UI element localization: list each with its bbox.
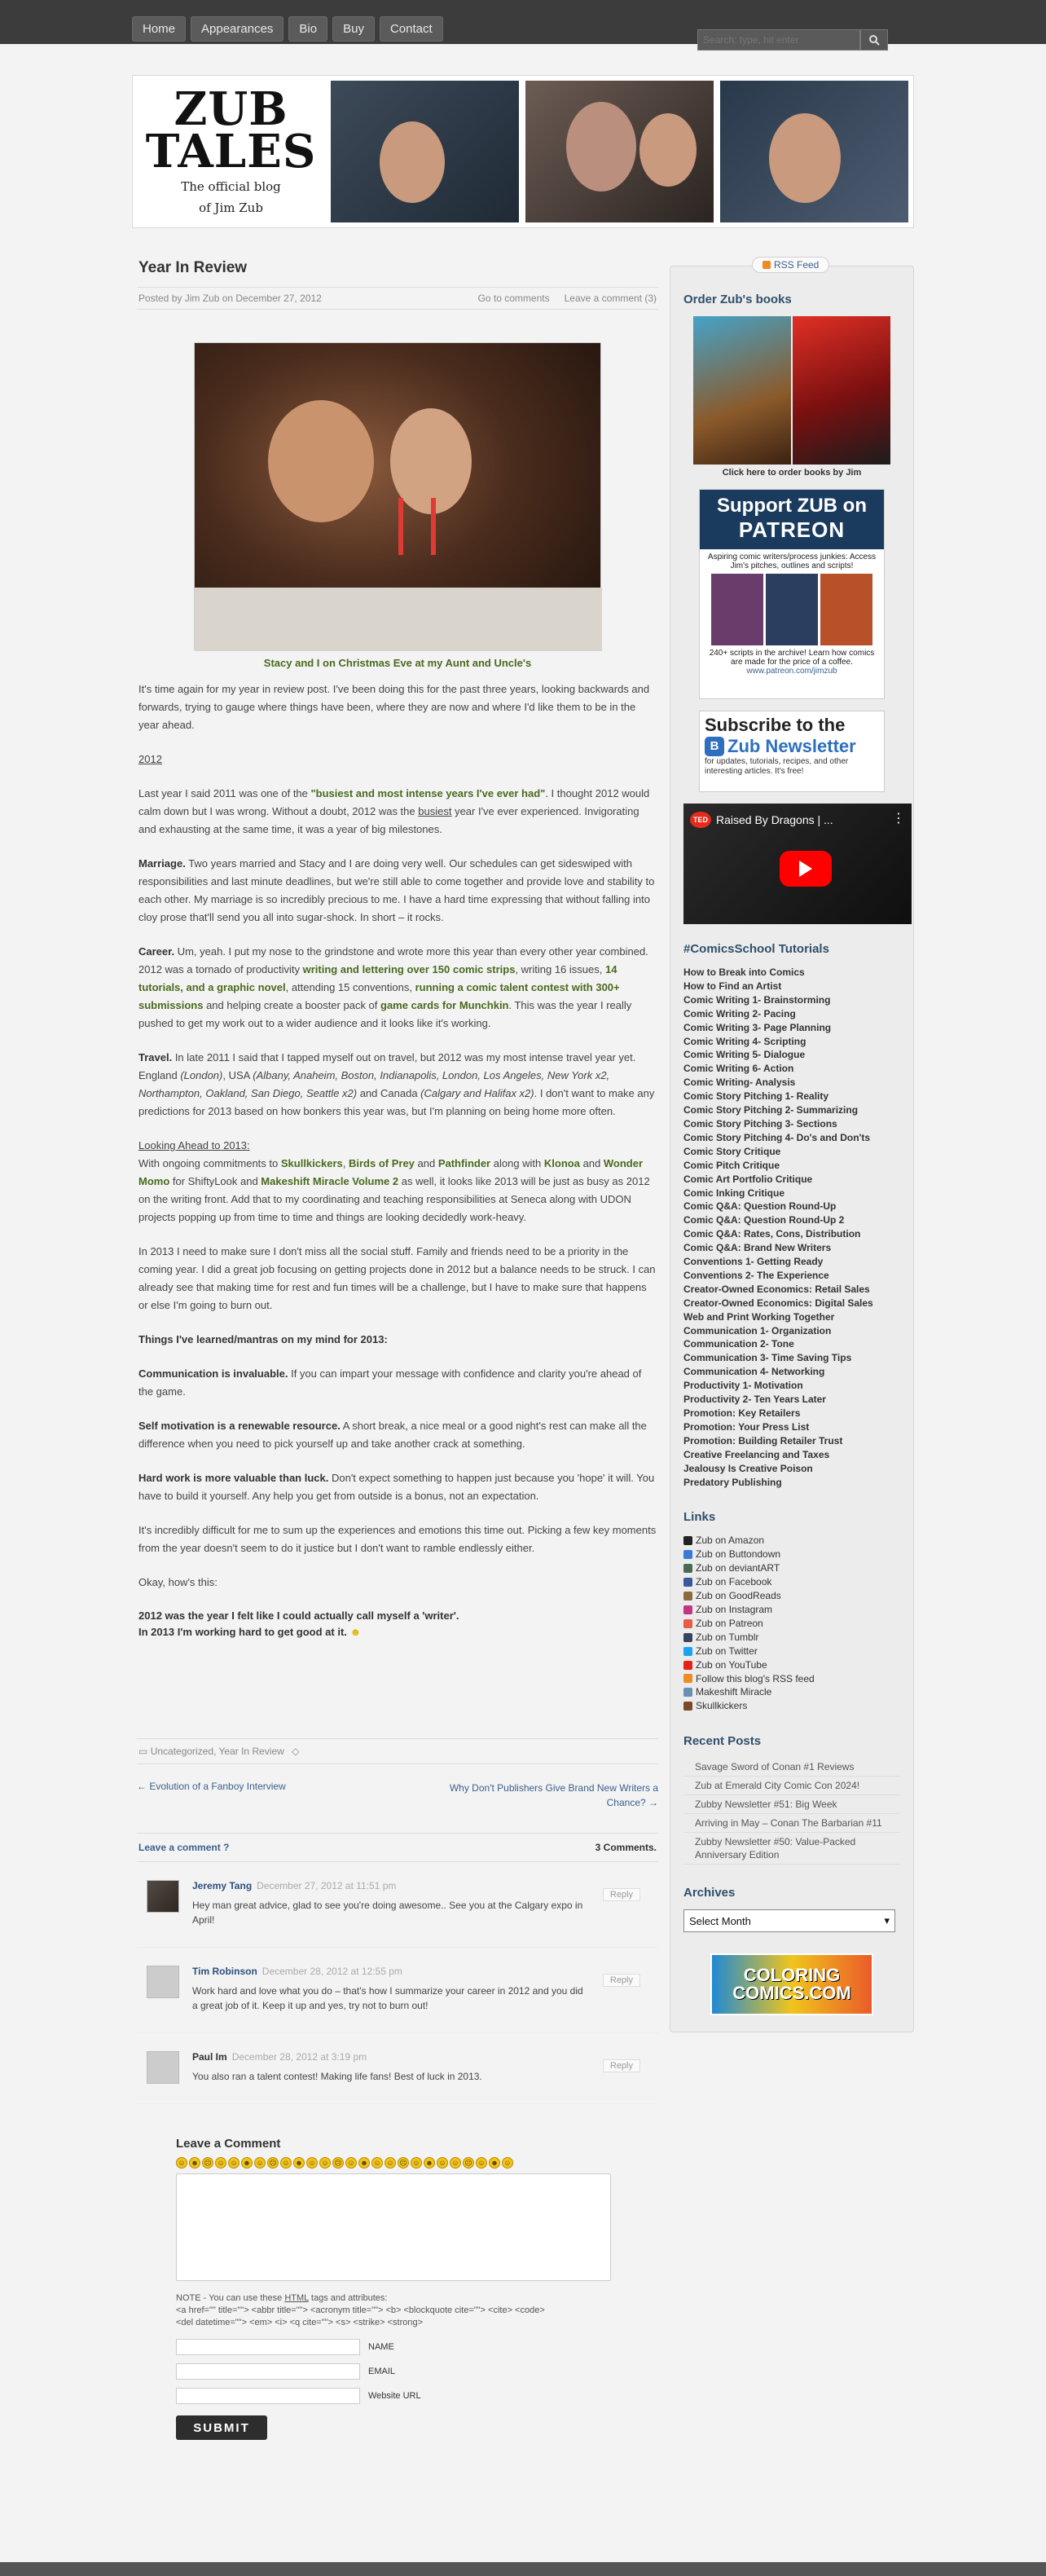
tutorial-link[interactable]: Promotion: Key Retailers	[683, 1407, 801, 1419]
tutorial-link[interactable]: Comic Q&A: Brand New Writers	[683, 1242, 832, 1254]
tutorial-link[interactable]: Communication 2- Tone	[683, 1338, 794, 1350]
smiley-icon[interactable]: ☺	[176, 2157, 187, 2169]
name-label: NAME	[368, 2342, 394, 2352]
smilies-row	[176, 2157, 658, 2169]
recent-posts-title: Recent Posts	[683, 1734, 762, 1749]
wonder-momo-link[interactable]: Wonder Momo	[138, 1157, 644, 1187]
buttondown-icon	[683, 1550, 692, 1559]
tutorial-link[interactable]: Productivity 2- Ten Years Later	[683, 1394, 826, 1406]
comment-date[interactable]: December 27, 2012 at 11:51 pm	[257, 1880, 397, 1891]
video-title[interactable]: Raised By Dragons | ...	[716, 813, 833, 826]
comment-textarea[interactable]	[176, 2173, 611, 2281]
smiley-icon[interactable]: ☻	[189, 2157, 200, 2169]
avatar	[147, 2051, 179, 2084]
link-item[interactable]: Follow this blog's RSS feed	[683, 1672, 900, 1686]
tutorial-link[interactable]: Jealousy Is Creative Poison	[683, 1462, 813, 1474]
link-item[interactable]: Zub on GoodReads	[683, 1589, 900, 1603]
smiley-icon[interactable]: ☺	[280, 2157, 292, 2169]
smiley-icon[interactable]: ☻	[424, 2157, 435, 2169]
logo-title-1: ZUB	[174, 82, 288, 136]
tutorial-link[interactable]: How to Break into Comics	[683, 967, 805, 978]
comment-item	[137, 1948, 658, 2033]
avatar	[147, 1966, 179, 1998]
tutorials-title: #ComicsSchool Tutorials	[683, 942, 829, 956]
post-categories: ▭ Uncategorized, Year In Review ◇	[137, 1738, 658, 1764]
tutorial-link[interactable]: Conventions 2- The Experience	[683, 1269, 829, 1281]
patreon-banner[interactable]: Support ZUB on PATREON Aspiring comic writers/process junkies: Access Jim's pitches, outlines and scripts! 240+ scripts in the archive! Learn how comics are made for the price of a coffee. www.patreon.com/jimzub	[699, 489, 885, 699]
para-social: In 2013 I need to make sure I don't miss all the social stuff. Family and friends need to be a priority in the coming year. I did a great job focusing on getting projects done in 2012 but a balance needs to be struck. I can already see that making time for rest and fun times will be a challenge, but I have to make sure that happens or else I'm going to burn out.	[138, 1245, 656, 1311]
nav-bio[interactable]: Bio	[288, 16, 327, 42]
smiley-icon[interactable]: ☺	[385, 2157, 396, 2169]
smiley-icon[interactable]: ☺	[228, 2157, 240, 2169]
amazon-icon	[683, 1536, 692, 1545]
logo-title-2: TALES	[145, 125, 317, 178]
tutorials-list	[683, 966, 900, 1489]
smiley-icon[interactable]: ☹	[332, 2157, 344, 2169]
smile-icon: ☻	[349, 1626, 362, 1638]
header-photo-2	[525, 81, 714, 222]
comment-item	[137, 1862, 658, 1948]
search-input[interactable]	[697, 29, 860, 51]
smiley-icon[interactable]: ☹	[398, 2157, 409, 2169]
rss-feed-tab[interactable]: RSS Feed	[752, 257, 829, 273]
order-books-caption[interactable]: Click here to order books by Jim	[722, 468, 862, 478]
smiley-icon[interactable]: ☻	[293, 2157, 305, 2169]
leave-comment-anchor[interactable]: Leave a comment ?	[138, 1842, 230, 1853]
tutorial-link[interactable]: Comic Writing 1- Brainstorming	[683, 993, 831, 1006]
youtube-icon	[683, 1661, 692, 1670]
para-career: Career. Um, yeah. I put my nose to the grindstone and wrote more this year than every other year combined. 2012 was a tornado of productivity writing and lettering over 150 comic strips, writing 16 issues, 14 tutorials, and a graphic novel, attending 15 conventions, running a comic talent contest with 300+ submissions and helping create a booster pack of game cards for Munchkin. This was the year I really pushed to get my work out to a wider audience and it looks like it's working.	[138, 945, 648, 1029]
patreon-icon	[683, 1619, 692, 1628]
smiley-icon[interactable]: ☺	[306, 2157, 318, 2169]
photo-caption: Stacy and I on Christmas Eve at my Aunt and Uncle's	[263, 657, 532, 669]
post-meta	[137, 287, 658, 310]
smiley-icon[interactable]: ☺	[319, 2157, 331, 2169]
smiley-icon[interactable]: ☹	[202, 2157, 213, 2169]
para-final: 2012 was the year I felt like I could actually call myself a 'writer'. In 2013 I'm working hard to get good at it. ☻	[138, 1609, 459, 1638]
comments-header	[137, 1833, 658, 1862]
links-list	[683, 1534, 900, 1713]
footer-bar	[0, 2562, 1046, 2576]
tutorial-link[interactable]: Comic Writing 2- Pacing	[683, 1007, 796, 1019]
recent-post-link[interactable]: Arriving in May – Conan The Barbarian #11	[683, 1814, 900, 1833]
comic-strips-link[interactable]: writing and lettering over 150 comic strips	[302, 963, 516, 975]
link-item[interactable]: Zub on Facebook	[683, 1575, 900, 1589]
next-post-link[interactable]: Why Don't Publishers Give Brand New Writers a Chance? →	[449, 1782, 658, 1808]
talent-contest-link[interactable]: running a comic talent contest with 300+ submissions	[138, 981, 620, 1011]
tutorial-link[interactable]: Conventions 1- Getting Ready	[683, 1256, 824, 1268]
goodreads-icon	[683, 1592, 692, 1601]
prev-post-link[interactable]: ← Evolution of a Fanboy Interview	[137, 1781, 286, 1792]
para-marriage: Marriage. Two years married and Stacy and I are doing very well. Our schedules can get sideswiped with responsibilities and last minute deadlines, but we're still able to come together and provide love and stability to each other. My marriage is so incredibly precious to me. I have a hard time expressing that without falling into cloy prose that'll send you all into sugar-shock. In short – it rocks.	[138, 857, 655, 923]
busiest-year-link[interactable]: "busiest and most intense years I've ever had"	[310, 787, 546, 799]
munchkin-link[interactable]: game cards for Munchkin	[380, 999, 509, 1011]
para-okay: Okay, how's this:	[138, 1576, 218, 1588]
tutorial-link[interactable]: Communication 3- Time Saving Tips	[683, 1352, 852, 1364]
comments-count: 3 Comments.	[595, 1842, 657, 1853]
coloring-comics-banner[interactable]: COLORING COMICS.COM	[710, 1953, 873, 2015]
tutorial-link[interactable]: Comic Writing 3- Page Planning	[683, 1021, 832, 1033]
tutorial-link[interactable]: Comic Q&A: Question Round-Up	[683, 1200, 837, 1213]
para-2012: Last year I said 2011 was one of the "busiest and most intense years I've ever had". I thought 2012 would calm down but I was wrong. Without a doubt, 2012 was the busiest year I've ever experienced. Invigorating and exhausting at the same time, it was a year of big milestones.	[138, 787, 650, 835]
more-options-icon[interactable]: ⋮	[892, 812, 905, 826]
smiley-icon[interactable]: ☹	[267, 2157, 279, 2169]
smiley-icon[interactable]: ☺	[371, 2157, 383, 2169]
comment-date[interactable]: December 28, 2012 at 12:55 pm	[262, 1966, 402, 1977]
avatar	[147, 1880, 179, 1913]
makeshift-miracle-link[interactable]: Makeshift Miracle Volume 2	[261, 1175, 399, 1187]
smiley-icon[interactable]: ☺	[345, 2157, 357, 2169]
comment-author: Paul Im	[192, 2051, 227, 2063]
smiley-icon[interactable]: ☺	[450, 2157, 461, 2169]
tutorial-link[interactable]: Productivity 1- Motivation	[683, 1380, 803, 1392]
twitter-icon	[683, 1647, 692, 1656]
link-item[interactable]: Zub on Amazon	[683, 1534, 900, 1548]
para-looking-ahead: Looking Ahead to 2013: With ongoing commitments to Skullkickers, Birds of Prey and Pathfinder along with Klonoa and Wonder Momo for ShiftyLook and Makeshift Miracle Volume 2 as well, it looks like 2013 will be just as busy as 2012 on the writing front. Add that to my coordinating and teaching responsibilities at Seneca along with UDON projects popping up from time to time and things are looking decidedly work-heavy.	[138, 1139, 650, 1223]
comment-item	[137, 2033, 658, 2104]
tutorial-link[interactable]: Creator-Owned Economics: Digital Sales	[683, 1297, 873, 1309]
tumblr-icon	[683, 1633, 692, 1642]
header-photo-1	[331, 81, 519, 222]
reply-button[interactable]: Reply	[603, 1888, 640, 1901]
search-icon	[868, 34, 880, 46]
logo-subtitle-2: of Jim Zub	[199, 200, 263, 215]
tutorial-link[interactable]: Comic Story Pitching 2- Summarizing	[683, 1104, 859, 1116]
website-label: Website URL	[368, 2391, 421, 2401]
comment-form-title: Leave a Comment	[176, 2137, 281, 2151]
newsletter-icon: B	[705, 737, 724, 756]
smiley-icon[interactable]: ☺	[437, 2157, 448, 2169]
klonoa-link[interactable]: Klonoa	[543, 1157, 580, 1169]
comment-author[interactable]: Tim Robinson	[192, 1966, 257, 1977]
book-cover-stranger-things[interactable]	[793, 316, 890, 465]
goto-comments-link[interactable]: Go to comments	[477, 293, 550, 304]
email-label: EMAIL	[368, 2367, 396, 2376]
smiley-icon[interactable]: ☹	[463, 2157, 474, 2169]
comment-text: You also ran a talent contest! Making life fans! Best of luck in 2013.	[192, 2071, 482, 2082]
mantra-hard-work: Hard work is more valuable than luck. Don't expect something to happen just because you 'hope' it will. You have to build it yourself. Any help you get from outside is a bonus, not an expectation.	[138, 1472, 655, 1502]
instagram-icon	[683, 1605, 692, 1614]
link-item[interactable]: Skullkickers	[683, 1699, 900, 1713]
birds-of-prey-link[interactable]: Birds of Prey	[348, 1157, 415, 1169]
tutorial-link[interactable]: Comic Q&A: Question Round-Up 2	[683, 1214, 845, 1226]
header-photo-3	[720, 81, 908, 222]
chevron-down-icon: ▾	[884, 1914, 890, 1927]
tutorial-link[interactable]: Comic Writing 4- Scripting	[683, 1035, 806, 1047]
link-item[interactable]: Zub on deviantART	[683, 1561, 900, 1575]
comment-text: Work hard and love what you do – that's how I summarize your career in 2012 and you did a great job of it. Keep it up and yes, try not to burn out!	[192, 1985, 583, 2011]
tag-icon: ◇	[292, 1746, 300, 1757]
rss-icon	[683, 1674, 692, 1683]
tutorial-link[interactable]: Comic Story Pitching 3- Sections	[683, 1117, 837, 1129]
section-2012: 2012	[138, 753, 162, 765]
tutorial-link[interactable]: Comic Writing 6- Action	[683, 1063, 794, 1075]
post-intro: It's time again for my year in review post. I've been doing this for the past three years, looking backwards and forwards, trying to gauge where things have been, where they are now and where I'd like them to be in the year ahead.	[138, 683, 650, 731]
pathfinder-link[interactable]: Pathfinder	[437, 1157, 491, 1169]
skullkickers-link[interactable]: Skullkickers	[280, 1157, 343, 1169]
post-byline: Posted by Jim Zub on December 27, 2012	[138, 293, 322, 304]
comment-text: Hey man great advice, glad to see you're doing awesome.. See you at the Calgary expo in April!	[192, 1900, 583, 1926]
tutorial-link[interactable]: Promotion: Your Press List	[683, 1420, 810, 1433]
ted-logo-icon: TED	[690, 812, 711, 828]
reply-button[interactable]: Reply	[603, 2059, 640, 2072]
nav-buy[interactable]: Buy	[332, 16, 375, 42]
top-bar	[0, 0, 1046, 44]
mantra-motivation: Self motivation is a renewable resource. A short break, a nice meal or a good night's rest can make all the difference when you need to pick yourself up and take another crack at something.	[138, 1420, 647, 1450]
facebook-icon	[683, 1578, 692, 1587]
tutorial-link[interactable]: Comic Inking Critique	[683, 1187, 785, 1199]
tutorial-link[interactable]: Comic Story Pitching 1- Reality	[683, 1090, 829, 1103]
skullkickers-icon	[683, 1702, 692, 1711]
recent-post-link[interactable]: Zubby Newsletter #50: Value-Packed Anniversary Edition	[683, 1833, 900, 1865]
post-photo	[194, 342, 601, 650]
allowed-tags-note: NOTE - You can use these HTML tags and attributes: <a href="" title=""> <abbr title=""> <acronym title=""> <b> <blockquote cite=""> <cite> <code> <del datetime=""> <em> <i> <q cite=""> <s> <strike> <strong>	[176, 2293, 545, 2327]
order-books-title: Order Zub's books	[683, 293, 792, 306]
smiley-icon[interactable]: ☺	[476, 2157, 487, 2169]
nav-appearances[interactable]: Appearances	[191, 16, 283, 42]
link-item[interactable]: Zub on Instagram	[683, 1603, 900, 1617]
newsletter-banner[interactable]: Subscribe to the B Zub Newsletter for updates, tutorials, recipes, and other interesting articles. It's free!	[699, 711, 885, 792]
mantra-communication: Communication is invaluable. If you can impart your message with confidence and clarity you're ahead of the game.	[138, 1367, 642, 1398]
recent-post-link[interactable]: Zubby Newsletter #51: Big Week	[683, 1795, 900, 1814]
smiley-icon[interactable]: ☺	[254, 2157, 266, 2169]
archives-title: Archives	[683, 1886, 736, 1900]
site-logo[interactable]	[138, 81, 324, 222]
search-box	[697, 29, 888, 51]
post-title[interactable]: Year In Review	[138, 259, 248, 276]
link-item[interactable]: Zub on Buttondown	[683, 1548, 900, 1561]
tutorial-link[interactable]: Web and Print Working Together	[683, 1310, 835, 1323]
link-item[interactable]: Makeshift Miracle	[683, 1685, 900, 1699]
recent-post-link[interactable]: Zub at Emerald City Comic Con 2024!	[683, 1777, 900, 1795]
mantras-heading: Things I've learned/mantras on my mind for 2013:	[138, 1333, 388, 1345]
smiley-icon[interactable]: ☺	[502, 2157, 513, 2169]
makeshift-miracle-icon	[683, 1688, 692, 1697]
para-travel: Travel. In late 2011 I said that I tapped myself out on travel, but 2012 was my most intense travel year yet. England (London), USA (Albany, Anaheim, Boston, Indianapolis, London, Los Angeles, New York x2, Northampton, Oakland, San Diego, Seattle x2) and Canada (Calgary and Halifax x2). I don't want to make any predictions for 2013 based on how bonkers this year was, but I'm planning on being home more often.	[138, 1051, 655, 1117]
tutorial-link[interactable]: Communication 4- Networking	[683, 1366, 825, 1378]
recent-post-link[interactable]: Savage Sword of Conan #1 Reviews	[683, 1758, 900, 1777]
smiley-icon[interactable]: ☺	[215, 2157, 226, 2169]
reply-button[interactable]: Reply	[603, 1974, 640, 1987]
recent-posts-list	[683, 1758, 900, 1865]
tutorial-link[interactable]: Comic Art Portfolio Critique	[683, 1173, 813, 1185]
nav-home[interactable]: Home	[132, 16, 186, 42]
logo-subtitle-1: The official blog	[181, 179, 281, 194]
link-item[interactable]: Zub on Tumblr	[683, 1631, 900, 1645]
book-cover-rick-and-morty[interactable]	[693, 316, 791, 465]
main-content	[137, 244, 658, 2440]
ted-video-embed[interactable]	[683, 804, 912, 924]
tutorial-link[interactable]: Predatory Publishing	[683, 1476, 782, 1488]
tutorial-link[interactable]: Creative Freelancing and Taxes	[683, 1448, 830, 1460]
links-title: Links	[683, 1510, 716, 1525]
tutorial-link[interactable]: How to Find an Artist	[683, 980, 782, 992]
leave-comment-link[interactable]: Leave a comment (3)	[564, 293, 657, 304]
link-item[interactable]: Zub on Patreon	[683, 1617, 900, 1631]
tutorial-link[interactable]: Comic Q&A: Rates, Cons, Distribution	[683, 1228, 861, 1240]
email-field[interactable]	[176, 2363, 360, 2380]
submit-button[interactable]: SUBMIT	[176, 2415, 267, 2440]
tutorial-link[interactable]: Promotion: Building Retailer Trust	[683, 1434, 843, 1447]
smiley-icon[interactable]: ☺	[411, 2157, 422, 2169]
search-button[interactable]	[860, 29, 888, 51]
rss-icon	[763, 261, 771, 269]
tutorial-link[interactable]: Comic Story Pitching 4- Do's and Don'ts	[683, 1131, 871, 1143]
tutorials-link[interactable]: 14 tutorials, and a graphic novel	[138, 963, 617, 993]
site-header	[132, 75, 914, 228]
smiley-icon[interactable]: ☻	[358, 2157, 370, 2169]
tutorial-link[interactable]: Comic Pitch Critique	[683, 1159, 780, 1171]
sidebar	[670, 259, 914, 2032]
tutorial-link[interactable]: Comic Story Critique	[683, 1145, 781, 1157]
tutorial-link[interactable]: Comic Writing- Analysis	[683, 1077, 796, 1089]
link-item[interactable]: Zub on Twitter	[683, 1645, 900, 1658]
tutorial-link[interactable]: Comic Writing 5- Dialogue	[683, 1049, 806, 1061]
books-banner[interactable]	[683, 316, 900, 465]
comment-form	[137, 2137, 658, 2440]
folder-icon: ▭	[138, 1746, 148, 1757]
website-field[interactable]	[176, 2388, 360, 2404]
tutorial-link[interactable]: Communication 1- Organization	[683, 1324, 832, 1336]
smiley-icon[interactable]: ☻	[489, 2157, 500, 2169]
comment-date[interactable]: December 28, 2012 at 3:19 pm	[231, 2051, 367, 2063]
deviantart-icon	[683, 1564, 692, 1573]
smiley-icon[interactable]: ☻	[241, 2157, 253, 2169]
main-nav	[132, 16, 443, 42]
nav-contact[interactable]: Contact	[380, 16, 443, 42]
post-navigation	[137, 1781, 658, 1810]
para-sumup: It's incredibly difficult for me to sum up the experiences and emotions this time out. Picking a few key moments from the year doesn't seem to do it justice but I don't want to ramble endlessly either.	[138, 1524, 657, 1554]
comment-author[interactable]: Jeremy Tang	[192, 1880, 253, 1891]
play-button[interactable]	[780, 851, 832, 887]
tutorial-link[interactable]: Creator-Owned Economics: Retail Sales	[683, 1283, 870, 1295]
archives-select[interactable]: Select Month ▾	[683, 1909, 895, 1932]
link-item[interactable]: Zub on YouTube	[683, 1658, 900, 1672]
name-field[interactable]	[176, 2339, 360, 2355]
